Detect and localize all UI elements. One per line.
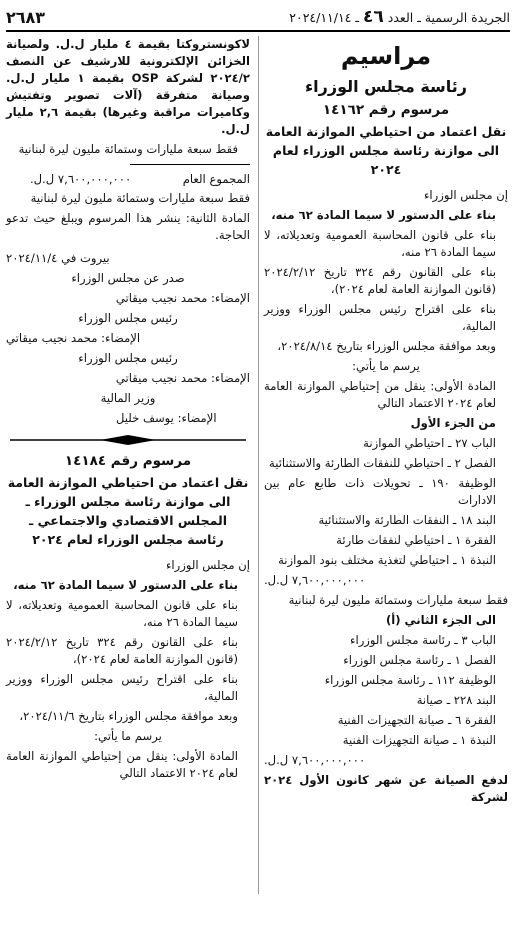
- budget-line: البند ٢٢٨ ـ صيانة: [416, 693, 496, 707]
- decree-subject-1: نقل اعتماد من احتياطي الموازنة العامة: [265, 124, 507, 139]
- decree-number: مرسوم رقم ١٤١٨٤: [64, 453, 192, 469]
- article-1: المادة الأولى: ينقل من إحتياطي الموازنة العامة لعام ٢٠٢٤ الاعتماد التالي: [264, 379, 496, 410]
- issued-by: صدر عن مجلس الوزراء: [71, 271, 185, 285]
- signature: الإمضاء: محمد نجيب ميقاتي: [115, 371, 250, 385]
- signature: الإمضاء: محمد نجيب ميقاتي: [115, 291, 250, 305]
- budget-line: النبذة ١ ـ احتياطي لتغذية مختلف بنود الموازنة: [278, 553, 496, 567]
- signer-title: وزير المالية: [100, 391, 156, 405]
- budget-line: الفقرة ٦ ـ صيانة التجهيزات الفنية: [337, 713, 496, 727]
- budget-line: الفصل ٢ ـ احتياطي للنفقات الطارئة والاستثنائية: [268, 456, 496, 470]
- signer-title: رئيس مجلس الوزراء: [78, 351, 178, 365]
- header-rule: [6, 30, 510, 32]
- budget-line: الفصل ١ ـ رئاسة مجلس الوزراء: [343, 653, 496, 667]
- place-date: بيروت في ٢٠٢٤/١١/٤: [6, 251, 110, 265]
- amount-words: فقط سبعة مليارات وستمائة مليون ليرة لبنانية: [30, 191, 250, 205]
- decree-number: مرسوم رقم ١٤١٦٢: [322, 102, 450, 118]
- preamble: إن مجلس الوزراء: [165, 558, 250, 572]
- column-divider: [258, 36, 259, 894]
- total-value: ٧,٦٠٠,٠٠٠,٠٠٠ ل.ل.: [30, 172, 132, 186]
- right-column: [264, 36, 508, 926]
- total-row: [6, 171, 250, 188]
- article-1: المادة الأولى: ينقل من إحتياطي الموازنة العامة لعام ٢٠٢٤ الاعتماد التالي: [6, 749, 238, 780]
- budget-line: النبذة ١ ـ صيانة التجهيزات الفنية: [342, 733, 496, 747]
- budget-line: البند ١٨ ـ النفقات الطارئة والاستثنائية: [318, 513, 496, 527]
- signature: الإمضاء: محمد نجيب ميقاتي: [6, 331, 141, 345]
- clause: بناء على القانون رقم ٣٢٤ تاريخ ٢٠٢٤/٢/١٢ (قانون الموازنة العامة لعام ٢٠٢٤)،: [264, 265, 496, 296]
- amount-words: فقط سبعة مليارات وستمائة مليون ليرة لبنانية: [288, 593, 508, 607]
- sum-rule: [130, 164, 250, 165]
- page-header: [6, 4, 510, 30]
- budget-line: الباب ٢٧ ـ احتياطي الموازنة: [363, 436, 496, 450]
- decree-subject-2: الى موازنة رئاسة مجلس الوزراء لعام ٢٠٢٤: [272, 143, 500, 177]
- clause: بناء على القانون رقم ٣٢٤ تاريخ ٢٠٢٤/٢/١٢ (قانون الموازنة العامة لعام ٢٠٢٤)،: [6, 635, 238, 666]
- part-heading: الى الجزء الثاني (أ): [385, 613, 496, 627]
- amount: ٧,٦٠٠,٠٠٠,٠٠٠ ل.ل.: [264, 753, 366, 767]
- clause: بناء على اقتراح رئيس مجلس الوزراء ووزير المالية،: [264, 302, 496, 333]
- clause: بناء على اقتراح رئيس مجلس الوزراء ووزير المالية،: [6, 672, 238, 703]
- preamble: إن مجلس الوزراء: [423, 188, 508, 202]
- budget-line: الوظيفة ١٩٠ ـ تحويلات ذات طابع عام بين الادارات: [264, 476, 496, 507]
- decree-intro: يرسم ما يأتي:: [352, 359, 420, 373]
- decree-separator: [6, 433, 250, 447]
- amount-words: فقط سبعة مليارات وستمائة مليون ليرة لبنانية: [18, 142, 238, 156]
- clause: بناء على الدستور لا سيما المادة ٦٢ منه،: [271, 208, 496, 222]
- clause: بناء على الدستور لا سيما المادة ٦٢ منه،: [13, 578, 238, 592]
- clause: بناء على قانون المحاسبة العمومية وتعديلاته، لا سيما المادة ٢٦ منه،: [264, 228, 496, 259]
- article-2: المادة الثانية: ينشر هذا المرسوم ويبلغ حيث تدعو الحاجة.: [6, 211, 250, 242]
- decree-subject-1: نقل اعتماد من احتياطي الموازنة العامة: [7, 475, 249, 490]
- gazette-info: الجريدة الرسمية ـ العدد ٤٦ ـ ٢٠٢٤/١١/١٤: [289, 7, 510, 27]
- signature: الإمضاء: يوسف خليل: [116, 411, 217, 425]
- total-label: المجموع العام: [182, 172, 250, 186]
- section-title: مراسيم: [340, 42, 432, 70]
- part-heading: من الجزء الأول: [410, 416, 496, 430]
- clause: بناء على قانون المحاسبة العمومية وتعديلاته، لا سيما المادة ٢٦ منه،: [6, 598, 238, 629]
- decree-intro: يرسم ما يأتي:: [94, 729, 162, 743]
- decree-subject-3: المجلس الاقتصادي والاجتماعي ـ: [29, 513, 227, 528]
- clause: وبعد موافقة مجلس الوزراء بتاريخ ٢٠٢٤/١١/٦،: [19, 709, 238, 723]
- decree-subject-4: رئاسة مجلس الوزراء لعام ٢٠٢٤: [32, 532, 224, 547]
- budget-line: الباب ٣ ـ رئاسة مجلس الوزراء: [350, 633, 496, 647]
- signer-title: رئيس مجلس الوزراء: [78, 311, 178, 325]
- authority-title: رئاسة مجلس الوزراء: [305, 77, 467, 96]
- amount: ٧,٦٠٠,٠٠٠,٠٠٠ ل.ل.: [264, 573, 366, 587]
- decree-subject-2: الى موازنة رئاسة مجلس الوزراء ـ: [25, 494, 231, 509]
- page-number: ٢٦٨٣: [6, 7, 46, 27]
- budget-line: الوظيفة ١١٢ ـ رئاسة مجلس الوزراء: [324, 673, 496, 687]
- purpose: لدفع الصيانة عن شهر كانون الأول ٢٠٢٤ لشركة: [264, 773, 508, 804]
- left-column: [6, 36, 250, 926]
- clause: وبعد موافقة مجلس الوزراء بتاريخ ٢٠٢٤/٨/١٤،: [277, 339, 496, 353]
- purpose-continued: لاكونستروكتا بقيمة ٤ مليار ل.ل. ولصيانة الخزائن الإلكترونية للارشيف عن النصف ٢٠٢٤/٢ لشركة OSP بقيمة ١ مليار ل.ل. وصيانة متفرقة (آلات تصوير وتفتيش وكاميرات مراقبة وغيرها) بقيمة ٢,٦ مليار ل.ل.: [6, 37, 250, 136]
- budget-line: الفقرة ١ ـ احتياطي لنفقات طارئة: [336, 533, 496, 547]
